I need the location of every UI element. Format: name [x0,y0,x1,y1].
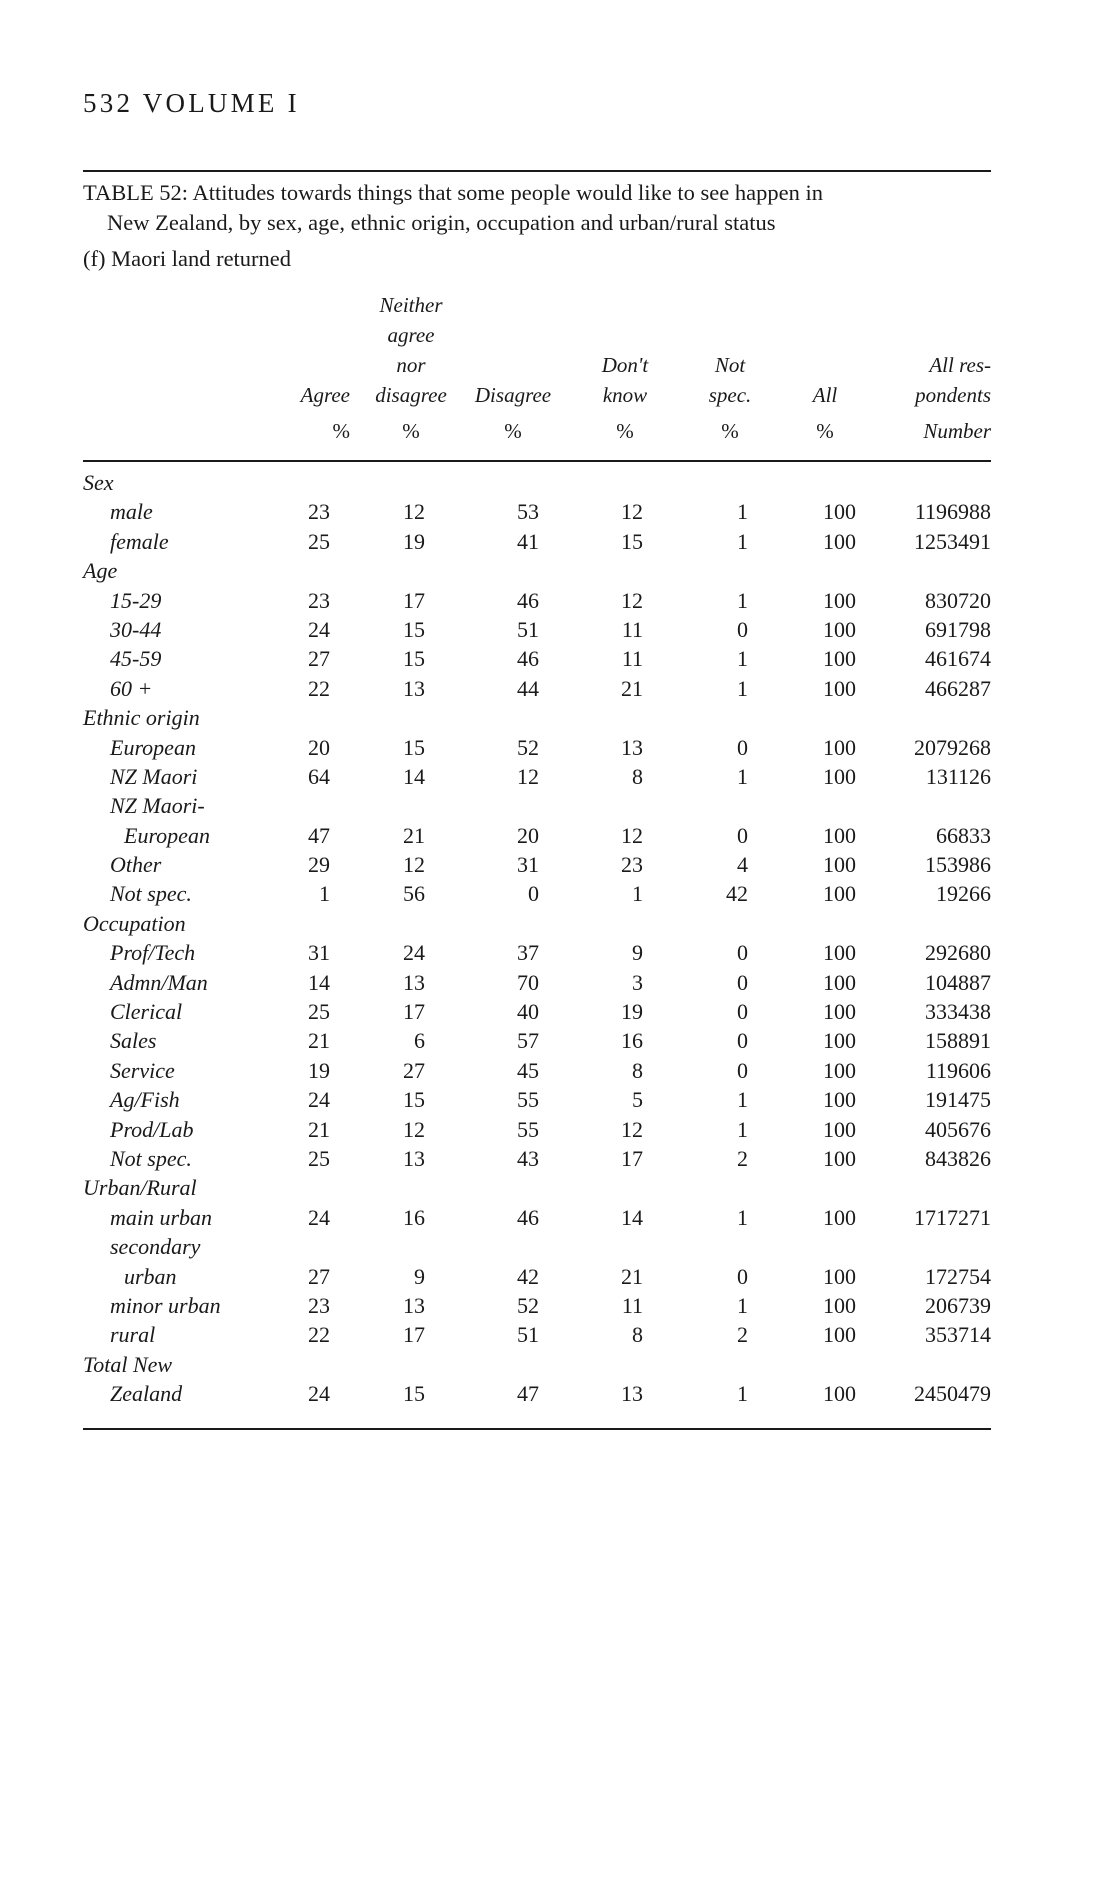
table-top-rule [83,170,991,172]
table-row [0,1056,1114,1085]
table-subtitle: (f) Maori land returned [83,246,292,271]
table-cell: 1 [737,1292,748,1318]
table-cell: 100 [823,763,856,789]
table-cell: 100 [823,616,856,642]
table-cell: 100 [823,646,856,672]
table-cell: 100 [823,1263,856,1289]
table-cell: 12 [621,822,643,848]
table-cell: 55 [517,1087,539,1113]
table-row [0,527,1114,556]
table-body [0,468,1114,1409]
table-cell: 1253491 [914,528,991,554]
column-header [675,280,785,446]
table-cell: 100 [823,940,856,966]
row-label: urban [124,1263,177,1289]
table-row [0,821,1114,850]
row-label: Admn/Man [110,969,208,995]
table-cell: 15 [403,1381,425,1407]
table-cell: 12 [403,852,425,878]
table-cell: 17 [403,587,425,613]
table-cell: 25 [308,528,330,554]
group-heading-row [0,1232,1114,1261]
table-cell: 100 [823,587,856,613]
row-label: NZ Maori- [110,793,205,819]
column-header-line: Don't [601,353,649,377]
table-cell: 8 [632,763,643,789]
table-row [0,968,1114,997]
table-cell: 333438 [925,999,991,1025]
caption-line-2: New Zealand, by sex, age, ethnic origin, occupation and urban/rural status [107,210,776,235]
row-label: 15-29 [110,587,162,613]
table-cell: 23 [308,499,330,525]
column-header-line: disagree [375,383,447,407]
table-cell: 46 [517,587,539,613]
table-cell: 12 [403,1116,425,1142]
table-cell: 405676 [925,1116,991,1142]
row-label: Prod/Lab [110,1116,194,1142]
table-cell: 37 [517,940,539,966]
table-cell: 13 [621,734,643,760]
column-unit: % [402,419,420,443]
row-label: minor urban [110,1292,221,1318]
table-row [0,1026,1114,1055]
table-cell: 131126 [925,763,991,789]
table-cell: 46 [517,1204,539,1230]
table-cell: 47 [517,1381,539,1407]
table-cell: 21 [621,675,643,701]
table-cell: 691798 [925,616,991,642]
column-header [250,280,350,446]
table-cell: 206739 [925,1292,991,1318]
table-cell: 100 [823,1145,856,1171]
row-label: 30-44 [110,616,162,642]
group-heading-row [0,703,1114,732]
table-cell: 191475 [925,1087,991,1113]
table-cell: 27 [403,1057,425,1083]
table-cell: 100 [823,1028,856,1054]
table-cell: 70 [517,969,539,995]
table-cell: 1 [737,675,748,701]
table-cell: 24 [308,1204,330,1230]
table-cell: 0 [737,616,748,642]
table-cell: 1 [319,881,330,907]
column-header-line: All res- [929,353,991,377]
column-header-line: Not [714,353,746,377]
table-cell: 8 [632,1322,643,1348]
table-cell: 43 [517,1145,539,1171]
row-label: European [124,822,210,848]
table-cell: 45 [517,1057,539,1083]
row-label: Not spec. [110,1145,192,1171]
table-cell: 31 [308,940,330,966]
table-cell: 1 [737,587,748,613]
table-cell: 52 [517,1292,539,1318]
row-label: rural [110,1322,156,1348]
table-cell: 24 [403,940,425,966]
table-cell: 11 [621,616,643,642]
column-header-line: nor [396,353,426,377]
table-cell: 23 [308,587,330,613]
table-cell: 53 [517,499,539,525]
table-cell: 9 [414,1263,425,1289]
group-label: Total New [83,1351,173,1377]
table-cell: 15 [621,528,643,554]
row-label: secondary [110,1234,201,1260]
table-row [0,1262,1114,1291]
group-heading-row [0,909,1114,938]
table-row [0,615,1114,644]
table-bottom-rule [83,1428,991,1430]
table-cell: 100 [823,822,856,848]
table-cell: 100 [823,852,856,878]
table-cell: 42 [726,881,748,907]
group-label: Sex [83,470,114,495]
table-cell: 66833 [936,822,991,848]
table-cell: 1 [737,1087,748,1113]
table-cell: 19266 [936,881,991,907]
group-label: Ethnic origin [83,705,200,731]
table-cell: 51 [517,1322,539,1348]
table-cell: 11 [621,1292,643,1318]
table-cell: 1 [737,763,748,789]
table-row [0,674,1114,703]
table-cell: 100 [823,1322,856,1348]
table-cell: 100 [823,1292,856,1318]
column-header [780,280,870,446]
table-cell: 0 [737,999,748,1025]
table-cell: 20 [517,822,539,848]
table-cell: 1 [737,1204,748,1230]
group-heading-row [0,791,1114,820]
table-cell: 172754 [925,1263,991,1289]
table-cell: 15 [403,616,425,642]
row-label: main urban [110,1204,213,1230]
table-cell: 24 [308,1087,330,1113]
table-cell: 843826 [925,1145,991,1171]
table-cell: 0 [737,1263,748,1289]
column-unit: % [616,419,634,443]
table-cell: 19 [403,528,425,554]
column-unit: % [721,419,739,443]
table-cell: 25 [308,999,330,1025]
table-cell: 2450479 [914,1381,991,1407]
table-cell: 51 [517,616,539,642]
table-cell: 20 [308,734,330,760]
table-row [0,1144,1114,1173]
table-row [0,879,1114,908]
table-cell: 22 [308,1322,330,1348]
table-cell: 12 [621,499,643,525]
table-cell: 104887 [925,969,991,995]
table-row [0,733,1114,762]
table-cell: 52 [517,734,539,760]
table-cell: 46 [517,646,539,672]
running-head: 532 VOLUME I [83,88,300,118]
table-cell: 12 [517,763,539,789]
table-cell: 25 [308,1145,330,1171]
table-cell: 64 [308,763,330,789]
table-cell: 1 [632,881,643,907]
table-caption [83,178,1003,238]
column-header-line: Disagree [474,383,552,407]
table-cell: 3 [632,969,643,995]
table-cell: 24 [308,616,330,642]
row-label: 45-59 [110,646,162,672]
row-label: male [110,499,153,525]
column-header-line: Agree [300,383,350,407]
table-cell: 42 [517,1263,539,1289]
table-cell: 9 [632,940,643,966]
column-header-line: Neither [379,293,443,317]
table-cell: 100 [823,528,856,554]
group-label: Occupation [83,910,186,936]
table-cell: 1 [737,1116,748,1142]
group-label: Urban/Rural [83,1175,197,1201]
table-row [0,762,1114,791]
table-cell: 100 [823,881,856,907]
table-cell: 2 [737,1145,748,1171]
table-cell: 2 [737,1322,748,1348]
table-row [0,1115,1114,1144]
row-label: Ag/Fish [110,1087,180,1113]
column-header-line: spec. [708,383,752,407]
column-header [458,280,568,446]
table-cell: 100 [823,1087,856,1113]
row-label: European [110,734,196,760]
table-cell: 11 [621,646,643,672]
column-unit: % [332,419,350,443]
table-cell: 27 [308,646,330,672]
column-header [880,280,991,446]
table-cell: 21 [403,822,425,848]
table-cell: 12 [403,499,425,525]
column-header [346,280,476,446]
column-unit: Number [923,419,991,443]
column-header-line: agree [387,323,435,347]
column-unit: % [816,419,834,443]
table-row [0,938,1114,967]
table-cell: 5 [632,1087,643,1113]
row-label: Clerical [110,999,183,1025]
group-heading-row [0,1350,1114,1379]
table-cell: 100 [823,1381,856,1407]
row-label: Not spec. [110,881,192,907]
table-cell: 24 [308,1381,330,1407]
table-cell: 41 [517,528,539,554]
table-cell: 100 [823,1057,856,1083]
table-cell: 21 [621,1263,643,1289]
table-row [0,586,1114,615]
table-cell: 461674 [925,646,991,672]
table-cell: 13 [403,969,425,995]
table-row [0,850,1114,879]
table-cell: 0 [737,940,748,966]
table-cell: 21 [308,1116,330,1142]
table-cell: 292680 [925,940,991,966]
table-cell: 13 [403,1292,425,1318]
table-row [0,1203,1114,1232]
table-cell: 0 [737,734,748,760]
table-cell: 44 [517,675,539,701]
table-cell: 0 [737,969,748,995]
table-cell: 2079268 [914,734,991,760]
table-cell: 21 [308,1028,330,1054]
table-cell: 100 [823,675,856,701]
table-cell: 0 [737,822,748,848]
group-heading-row [0,468,1114,497]
group-heading-row [0,1173,1114,1202]
table-cell: 19 [621,999,643,1025]
table-cell: 16 [403,1204,425,1230]
row-label: Service [110,1057,175,1083]
table-cell: 22 [308,675,330,701]
table-cell: 1196988 [914,499,991,525]
table-cell: 6 [414,1028,425,1054]
table-cell: 15 [403,646,425,672]
group-label: Age [83,558,118,584]
group-heading-row [0,556,1114,585]
table-cell: 8 [632,1057,643,1083]
table-cell: 4 [737,852,748,878]
row-label: female [110,528,169,554]
table-cell: 830720 [925,587,991,613]
table-cell: 27 [308,1263,330,1289]
table-cell: 12 [621,1116,643,1142]
table-cell: 0 [737,1057,748,1083]
table-cell: 1717271 [914,1204,991,1230]
row-label: Zealand [110,1381,183,1407]
table-cell: 100 [823,499,856,525]
table-cell: 1 [737,1381,748,1407]
table-cell: 17 [403,1322,425,1348]
table-cell: 100 [823,1116,856,1142]
table-cell: 0 [737,1028,748,1054]
table-cell: 158891 [925,1028,991,1054]
table-row [0,997,1114,1026]
caption-line-1: TABLE 52: Attitudes towards things that some people would like to see happen in [83,180,823,205]
table-cell: 15 [403,734,425,760]
table-cell: 16 [621,1028,643,1054]
table-cell: 14 [621,1204,643,1230]
column-unit: % [504,419,522,443]
column-header-line: pondents [915,383,991,407]
table-cell: 153986 [925,852,991,878]
table-cell: 100 [823,969,856,995]
table-cell: 17 [403,999,425,1025]
table-cell: 100 [823,999,856,1025]
column-header [570,280,680,446]
table-cell: 17 [621,1145,643,1171]
table-cell: 13 [621,1381,643,1407]
table-cell: 29 [308,852,330,878]
table-cell: 119606 [925,1057,991,1083]
table-cell: 56 [403,881,425,907]
table-cell: 55 [517,1116,539,1142]
table-cell: 100 [823,1204,856,1230]
table-cell: 353714 [925,1322,991,1348]
table-row [0,1379,1114,1408]
row-label: Prof/Tech [110,940,196,966]
table-cell: 0 [528,881,539,907]
table-cell: 40 [517,999,539,1025]
table-cell: 466287 [925,675,991,701]
table-cell: 1 [737,499,748,525]
table-cell: 23 [621,852,643,878]
row-label: Sales [110,1028,157,1054]
row-label: 60 + [110,675,153,701]
table-cell: 100 [823,734,856,760]
table-row [0,497,1114,526]
table-cell: 1 [737,528,748,554]
table-cell: 1 [737,646,748,672]
row-label: NZ Maori [110,763,198,789]
table-row [0,1291,1114,1320]
column-header-line: know [602,383,648,407]
table-cell: 14 [403,763,425,789]
table-cell: 23 [308,1292,330,1318]
table-cell: 12 [621,587,643,613]
row-label: Other [110,852,162,878]
table-cell: 57 [517,1028,539,1054]
table-cell: 31 [517,852,539,878]
table-cell: 13 [403,675,425,701]
table-row [0,1320,1114,1349]
table-cell: 14 [308,969,330,995]
table-cell: 15 [403,1087,425,1113]
table-cell: 19 [308,1057,330,1083]
table-cell: 13 [403,1145,425,1171]
column-header-line: All [812,383,838,407]
header-rule [83,460,991,462]
table-row [0,644,1114,673]
table-cell: 47 [308,822,330,848]
table-row [0,1085,1114,1114]
